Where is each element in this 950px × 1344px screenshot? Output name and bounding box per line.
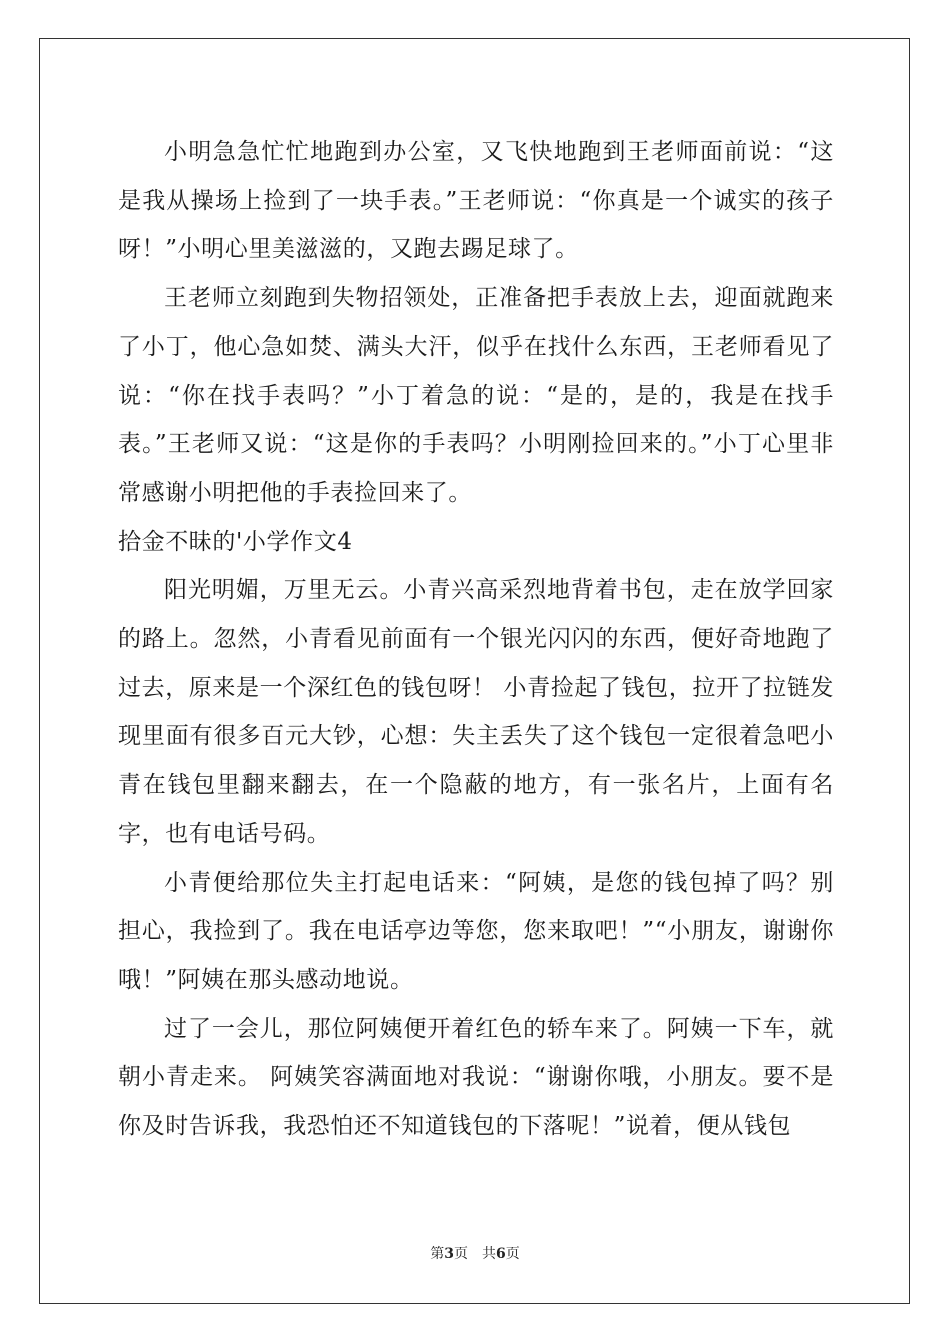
- paragraph-3: 阳光明媚，万里无云。小青兴高采烈地背着书包，走在放学回家的路上。忽然，小青看见前面有一个银光闪闪的东西，便好奇地跑了过去，原来是一个深红色的钱包呀！ 小青捡起了钱包，拉开了拉链发现里面有很多百元大钞，心想：失主丢失了这个钱包一定很着急吧小青在钱包里翻来翻去，在一个隐蔽的地方，有一张名片，上面有名字，也有电话号码。: [118, 577, 834, 847]
- section-heading: 拾金不昧的'小学作文4: [118, 528, 353, 555]
- document-body: [118, 128, 834, 1151]
- page-number: 3: [444, 1246, 454, 1262]
- page-suffix: 页: [454, 1246, 468, 1262]
- page-footer: [0, 1245, 950, 1263]
- page-prefix: 第: [430, 1246, 445, 1262]
- paragraph-5: 过了一会儿，那位阿姨便开着红色的轿车来了。阿姨一下车，就朝小青走来。 阿姨笑容满面地对我说：“谢谢你哦，小朋友。要不是你及时告诉我，我恐怕还不知道钱包的下落呢！”说着，便从钱包: [118, 1015, 834, 1140]
- paragraph-1: 小明急急忙忙地跑到办公室，又飞快地跑到王老师面前说：“这是我从操场上捡到了一块手表。”王老师说：“你真是一个诚实的孩子呀！”小明心里美滋滋的，又跑去踢足球了。: [118, 139, 834, 263]
- total-pages: 6: [496, 1246, 506, 1262]
- paragraph-2: 王老师立刻跑到失物招领处，正准备把手表放上去，迎面就跑来了小丁，他心急如焚、满头大汗，似乎在找什么东西，王老师看见了说：“你在找手表吗？”小丁着急的说：“是的，是的，我是在找手表。”王老师又说：“这是你的手表吗？小明刚捡回来的。”小丁心里非常感谢小明把他的手表捡回来了。: [118, 285, 834, 506]
- total-suffix: 页: [505, 1246, 520, 1262]
- paragraph-4: 小青便给那位失主打起电话来：“阿姨，是您的钱包掉了吗？别担心，我捡到了。我在电话亭边等您，您来取吧！”“小朋友，谢谢你哦！”阿姨在那头感动地说。: [118, 869, 834, 993]
- total-prefix: 共: [482, 1246, 496, 1262]
